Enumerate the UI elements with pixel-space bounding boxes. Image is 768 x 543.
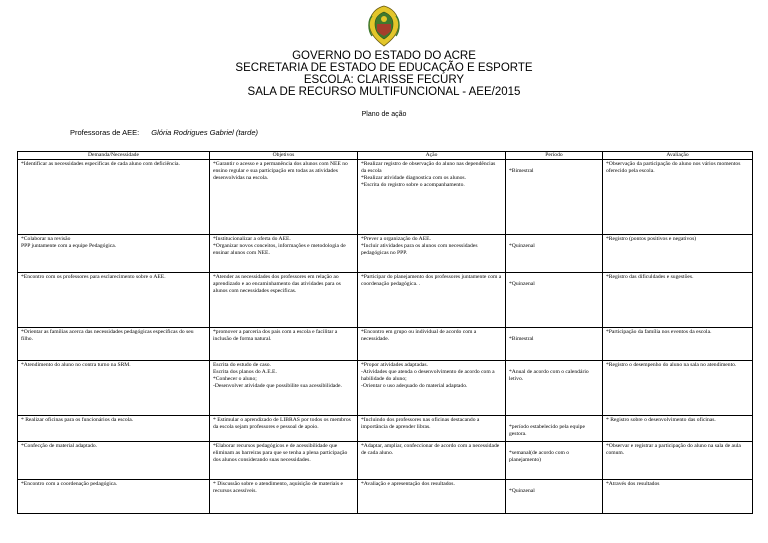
objectives-cell — [210, 328, 358, 361]
document-heading — [0, 50, 768, 98]
plan-title: Plano de ação — [361, 111, 407, 118]
action-line: *Prever a organização do AEE. — [361, 236, 431, 242]
period-cell — [506, 442, 603, 480]
heading-line-resource-room: SALA DE RECURSO MULTIFUNCIONAL - AEE/2015 — [247, 86, 521, 98]
period-cell — [506, 328, 603, 361]
demand-line: *Atendimento do aluno no contra turno na SRM. — [21, 362, 131, 368]
table-row — [18, 442, 753, 480]
demand-line: * Realizar oficinas para os funcionários da escola. — [21, 417, 134, 423]
objectives-line: Escrita do estudo de caso. — [213, 362, 271, 368]
action-cell — [358, 361, 506, 416]
table-row — [18, 361, 753, 416]
teacher-label: Professoras de AEE: — [70, 128, 140, 137]
evaluation-cell — [603, 361, 753, 416]
objectives-cell — [210, 480, 358, 514]
objectives-line: *Elaborar recursos pedagógicos e de acessibilidade que eliminam as barreiras para que se tenha a plena participação dos alunos considerando suas necessidades. — [213, 443, 348, 463]
objectives-line: -Desenvolver atividade que possibilite sua acessibilidade. — [213, 383, 342, 389]
objectives-line: *Institucionalizar a oferta do AEE. — [213, 236, 291, 242]
demand-cell — [18, 235, 210, 273]
header-evaluation: Avaliação — [603, 152, 753, 160]
action-line: *Propor atividades adaptadas. — [361, 362, 428, 368]
demand-cell — [18, 361, 210, 416]
objectives-cell — [210, 416, 358, 442]
teacher-line — [70, 128, 258, 137]
coat-of-arms-icon — [366, 4, 402, 48]
header-demand: Demanda/Necessidade — [18, 152, 210, 160]
heading-line-secretariat: SECRETARIA DE ESTADO DE EDUCAÇÃO E ESPORTE — [235, 62, 533, 74]
objectives-cell — [210, 442, 358, 480]
demand-line: *Colaborar na revisão — [21, 236, 71, 242]
evaluation-line: *Registro das dificuldades e sugestões. — [606, 274, 694, 280]
evaluation-cell — [603, 273, 753, 328]
teacher-name: Glória Rodrigues Gabriel (tarde) — [151, 128, 259, 137]
action-cell — [358, 480, 506, 514]
action-line: *Encontro em grupo ou individual de acordo com a necessidade. — [361, 329, 477, 342]
period-cell — [506, 480, 603, 514]
period-text: *semanal(de acordo com o planejamento) — [509, 450, 570, 463]
table-body — [18, 160, 753, 514]
action-line: *Escrita do registro sobre o acompanhamento. — [361, 182, 465, 188]
period-text: *Bimestral — [509, 336, 534, 342]
heading-line-government: GOVERNO DO ESTADO DO ACRE — [292, 50, 476, 62]
header-objectives: Objetivos — [210, 152, 358, 160]
evaluation-cell — [603, 416, 753, 442]
action-line: *Incluir atividades para os alunos com necessidades pedagógicas no PPP. — [361, 243, 478, 256]
evaluation-line: *Participação da família nos eventos da escola. — [606, 329, 712, 335]
demand-line: *Orientar as famílias acerca das necessidades pedagógicas especificas do seu filho. — [21, 329, 194, 342]
objectives-line: Escrita dos planos do A.E.E. — [213, 369, 277, 375]
objectives-cell — [210, 160, 358, 235]
evaluation-line: * Registro sobre o desenvolvimento das oficinas. — [606, 417, 716, 423]
period-text: *Quinzenal — [509, 243, 535, 249]
evaluation-cell — [603, 235, 753, 273]
action-line: *Realizar registro de observação do aluno nas dependências da escola — [361, 161, 496, 174]
evaluation-cell — [603, 480, 753, 514]
table-row — [18, 235, 753, 273]
evaluation-line: *Registro (pontos positivos e negativos) — [606, 236, 697, 242]
evaluation-cell — [603, 160, 753, 235]
action-line: -Orientar o uso adequado do material adaptado. — [361, 383, 468, 389]
period-cell — [506, 160, 603, 235]
objectives-line: *Atender as necessidades dos professores em relação ao aprendizado e ao encaminhamento das atividades para os alunos com necessidades especificas. — [213, 274, 341, 294]
evaluation-line: *Registro o desempenho do aluno na sala no atendimento. — [606, 362, 737, 368]
action-line: -Atividades que atenda o desenvolvimento de acordo com a habilidade do aluno; — [361, 369, 495, 382]
evaluation-cell — [603, 328, 753, 361]
period-cell — [506, 273, 603, 328]
period-cell — [506, 361, 603, 416]
evaluation-line: *Observar e registrar a participação do aluno na sala de aula comum. — [606, 443, 741, 456]
action-cell — [358, 160, 506, 235]
action-line: *Participar do planejamento dos professores juntamente com a coordenação pedagógica. . — [361, 274, 502, 287]
period-text: *Quinzenal — [509, 281, 535, 287]
period-text: *Quinzenal — [509, 488, 535, 494]
objectives-cell — [210, 361, 358, 416]
heading-line-school: ESCOLA: CLARISSE FECURY — [303, 74, 465, 86]
state-coat-of-arms — [366, 4, 402, 48]
action-line: *Realizar atividade diagnostica com os alunos. — [361, 175, 467, 181]
action-cell — [358, 235, 506, 273]
table-row — [18, 273, 753, 328]
action-line: *Adaptar, ampliar, confeccionar de acordo com a necessidade de cada aluno. — [361, 443, 500, 456]
objectives-line: *Conhecer o aluno; — [213, 376, 257, 382]
action-cell — [358, 442, 506, 480]
action-line: *Avaliação e apresentação dos resultados. — [361, 481, 455, 487]
period-text: *Bimestral — [509, 168, 534, 174]
demand-cell — [18, 160, 210, 235]
objectives-line: * Estimular o aprendizado de LIBRAS por todos os membros da escola sejam professores e pessoal de apoio. — [213, 417, 351, 430]
demand-line: *Encontro com os professores para esclarecimento sobre o AEE. — [21, 274, 166, 280]
objectives-line: *Garantir o acesso e a permanência dos alunos com NEE no ensino regular e sua participação em todas as atividades desenvolvidas na escola. — [213, 161, 348, 181]
demand-cell — [18, 480, 210, 514]
table-row — [18, 328, 753, 361]
header-period: Período — [506, 152, 603, 160]
action-cell — [358, 416, 506, 442]
action-cell — [358, 273, 506, 328]
demand-cell — [18, 442, 210, 480]
action-cell — [358, 328, 506, 361]
demand-cell — [18, 328, 210, 361]
demand-line: *Confecção de material adaptado. — [21, 443, 98, 449]
demand-cell — [18, 273, 210, 328]
period-text: *Anual de acordo com o calendário letivo. — [509, 369, 589, 382]
demand-line: PPP juntamente com a equipe Pedagógica. — [21, 243, 117, 249]
period-cell — [506, 235, 603, 273]
objectives-line: *Organizar novos conceitos, informações e metodologia de ensinar alunos com NEE. — [213, 243, 346, 256]
table-row — [18, 416, 753, 442]
action-line: *Incluindo dos professores nas oficinas destacando a importância de aprender libras. — [361, 417, 480, 430]
header-action: Ação — [358, 152, 506, 160]
evaluation-line: *Observação da participação do aluno nos vários momentos oferecido pela escola. — [606, 161, 741, 174]
evaluation-line: *Através dos resultados — [606, 481, 660, 487]
table-header-row — [18, 152, 753, 160]
demand-cell — [18, 416, 210, 442]
objectives-cell — [210, 273, 358, 328]
demand-line: *Identificar as necessidades especificas de cada aluno com deficiência. — [21, 161, 180, 167]
demand-line: *Encontro com a coordenação pedagógica. — [21, 481, 118, 487]
table-row — [18, 480, 753, 514]
objectives-line: *promover a parceria dos pais com a escola e facilitar a inclusão de forma natural. — [213, 329, 338, 342]
period-text: *período estabelecido pela equipe gestora. — [509, 424, 585, 437]
evaluation-cell — [603, 442, 753, 480]
period-cell — [506, 416, 603, 442]
objectives-line: * Discussão sobre o atendimento, aquisição de materiais e recursos acessíveis. — [213, 481, 344, 494]
action-plan-table — [17, 151, 753, 514]
table-row — [18, 160, 753, 235]
objectives-cell — [210, 235, 358, 273]
